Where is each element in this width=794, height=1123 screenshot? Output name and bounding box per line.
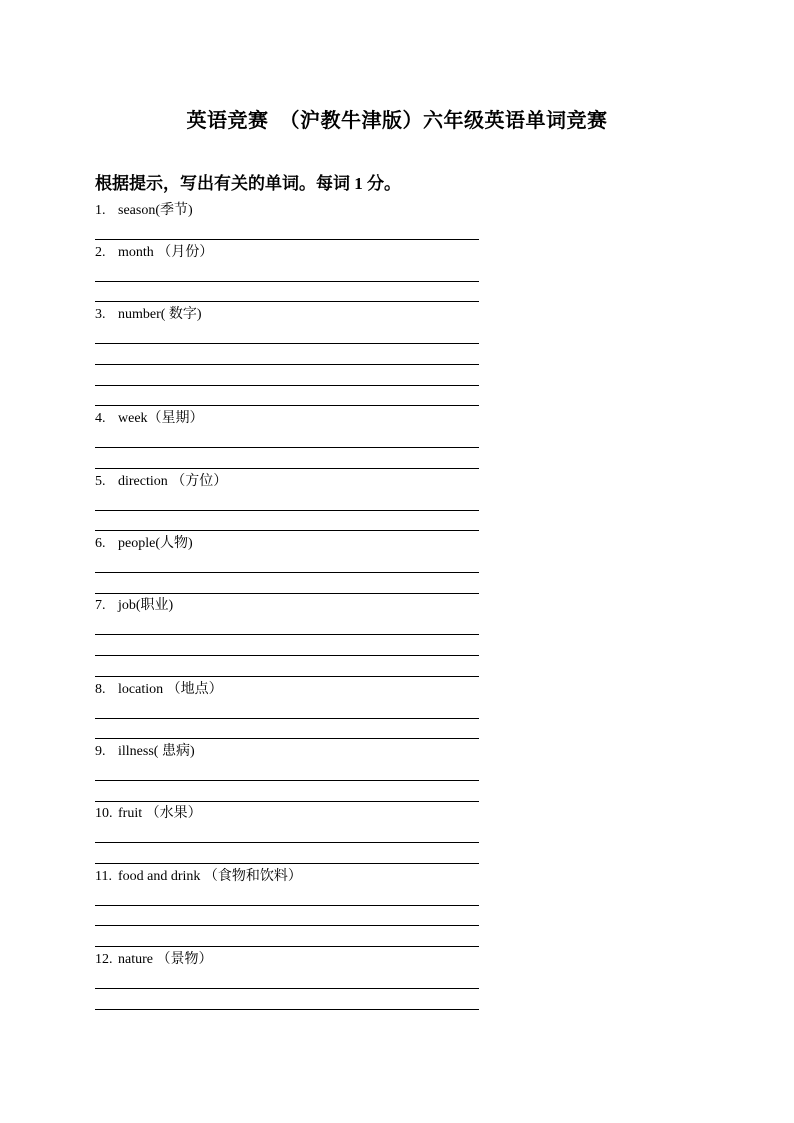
answer-line[interactable] <box>95 676 479 677</box>
question-prompt: month （月份） <box>118 245 214 260</box>
answer-line[interactable] <box>95 863 479 864</box>
question-number: 11. <box>95 869 112 884</box>
question-item-2 <box>95 244 213 262</box>
question-item-6 <box>95 535 193 553</box>
question-prompt: food and drink （食物和饮料） <box>118 869 302 884</box>
question-prompt: fruit （水果） <box>118 806 202 821</box>
question-number: 4. <box>95 411 106 426</box>
answer-line[interactable] <box>95 343 479 344</box>
answer-line[interactable] <box>95 530 479 531</box>
answer-line[interactable] <box>95 301 479 302</box>
answer-line[interactable] <box>95 364 479 365</box>
answer-line[interactable] <box>95 385 479 386</box>
answer-line[interactable] <box>95 801 479 802</box>
answer-line[interactable] <box>95 239 479 240</box>
question-number: 8. <box>95 682 106 697</box>
question-item-1 <box>95 202 193 220</box>
answer-line[interactable] <box>95 572 479 573</box>
instruction-text: 根据提示，写出有关的单词。每词 1 分。 <box>95 174 401 193</box>
question-item-12 <box>95 951 212 969</box>
page-title: 英语竞赛 （沪教牛津版）六年级英语单词竞赛 <box>186 110 608 132</box>
answer-line[interactable] <box>95 988 479 989</box>
question-number: 6. <box>95 536 106 551</box>
answer-line[interactable] <box>95 405 479 406</box>
question-prompt: nature （景物） <box>118 952 213 967</box>
answer-line[interactable] <box>95 447 479 448</box>
answer-line[interactable] <box>95 634 479 635</box>
answer-line[interactable] <box>95 655 479 656</box>
question-item-5 <box>95 473 227 491</box>
answer-line[interactable] <box>95 281 479 282</box>
answer-line[interactable] <box>95 1009 479 1010</box>
answer-line[interactable] <box>95 510 479 511</box>
question-prompt: location （地点） <box>118 682 223 697</box>
question-prompt: job(职业) <box>118 598 174 613</box>
question-item-8 <box>95 681 223 699</box>
answer-line[interactable] <box>95 738 479 739</box>
question-item-10 <box>95 805 202 823</box>
question-prompt: illness( 患病) <box>118 744 195 759</box>
question-number: 5. <box>95 474 106 489</box>
answer-line[interactable] <box>95 718 479 719</box>
question-number: 9. <box>95 744 106 759</box>
question-item-4 <box>95 410 204 428</box>
question-number: 12. <box>95 952 113 967</box>
answer-line[interactable] <box>95 593 479 594</box>
question-item-9 <box>95 743 195 761</box>
question-number: 2. <box>95 245 106 260</box>
answer-line[interactable] <box>95 946 479 947</box>
question-prompt: season(季节) <box>118 203 193 218</box>
question-prompt: number( 数字) <box>118 307 202 322</box>
question-item-11 <box>95 868 302 886</box>
question-number: 10. <box>95 806 113 821</box>
question-item-3 <box>95 306 202 324</box>
question-prompt: people(人物) <box>118 536 193 551</box>
answer-line[interactable] <box>95 842 479 843</box>
question-number: 1. <box>95 203 106 218</box>
answer-line[interactable] <box>95 780 479 781</box>
answer-line[interactable] <box>95 468 479 469</box>
answer-line[interactable] <box>95 925 479 926</box>
question-prompt: week（星期） <box>118 411 204 426</box>
question-number: 7. <box>95 598 106 613</box>
question-number: 3. <box>95 307 106 322</box>
question-item-7 <box>95 597 173 615</box>
question-prompt: direction （方位） <box>118 474 228 489</box>
answer-line[interactable] <box>95 905 479 906</box>
